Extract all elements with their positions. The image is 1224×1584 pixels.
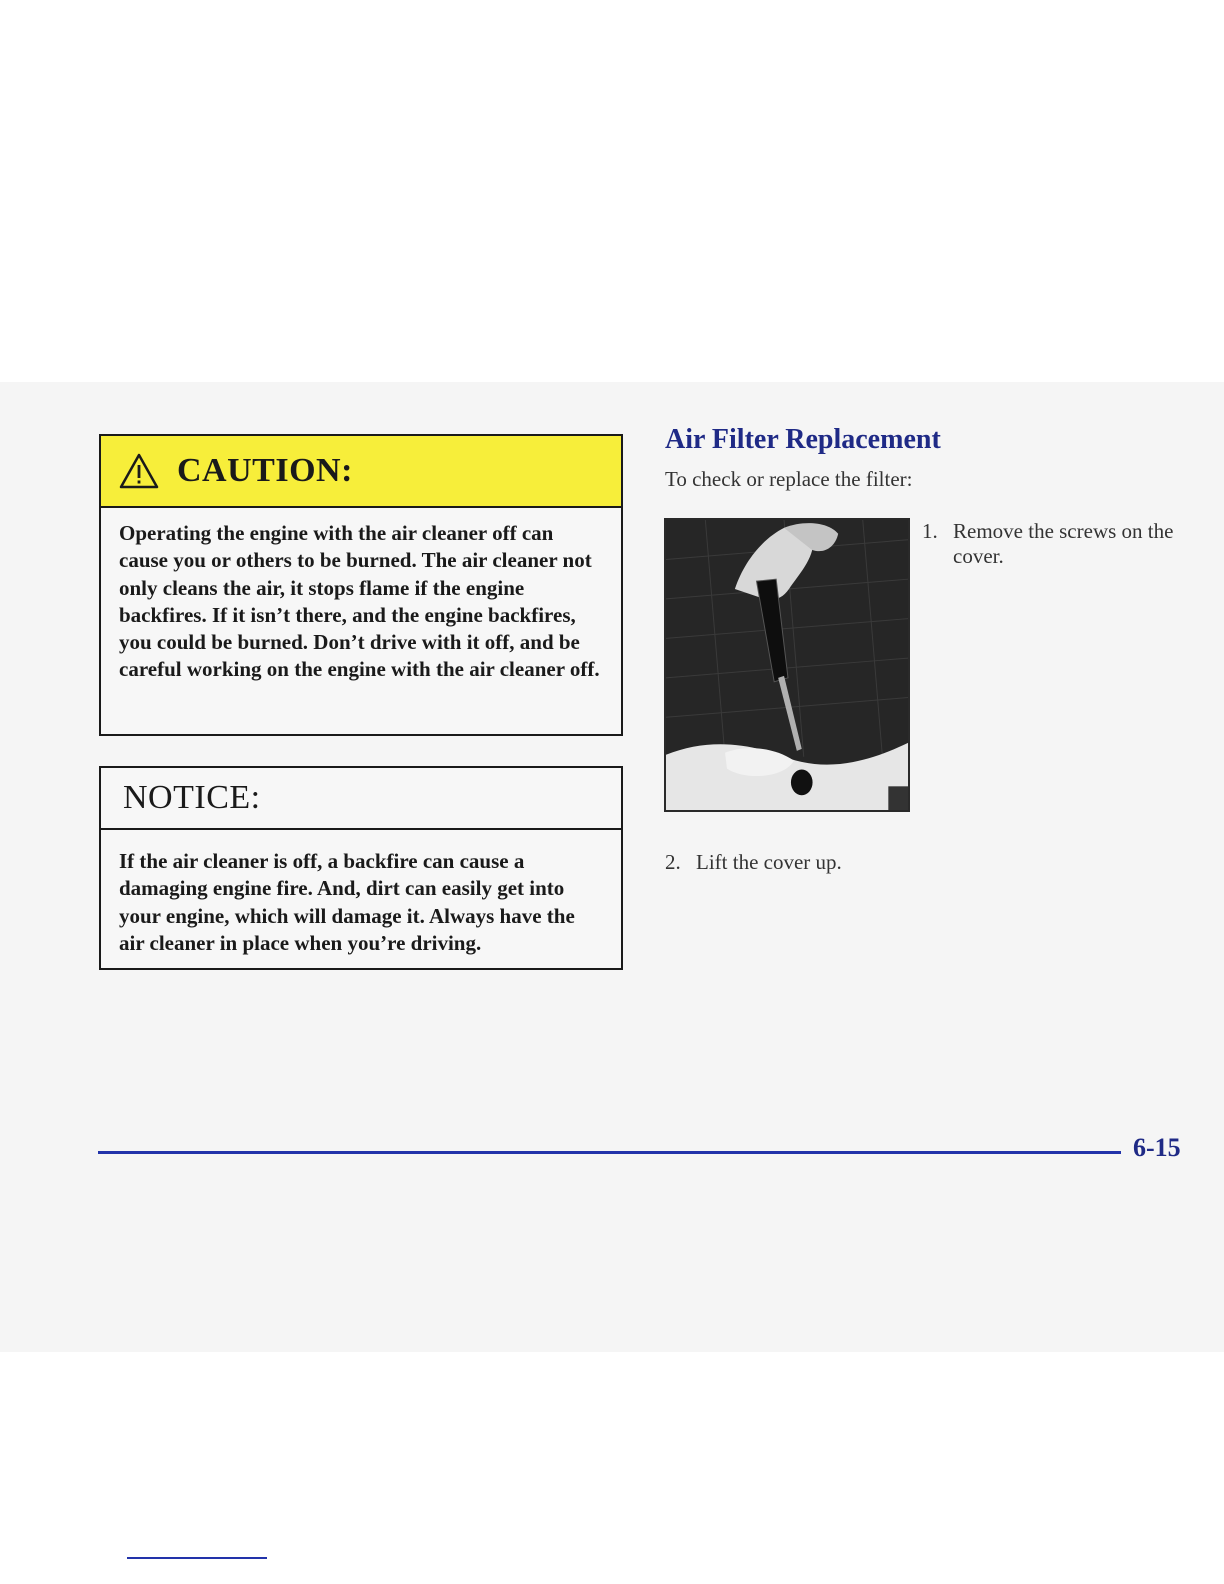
caution-box (99, 434, 623, 736)
warning-triangle-icon (119, 453, 159, 489)
step-2-number: 2. (665, 850, 681, 874)
step-1 (922, 519, 1182, 579)
step-1-text: Remove the screws on the cover. (953, 519, 1174, 568)
step-1-number: 1. (922, 519, 938, 543)
notice-box (99, 766, 623, 970)
bottom-rule (127, 1557, 267, 1559)
notice-text: If the air cleaner is off, a backfire can cause a damaging engine fire. And, dirt can easily get into your engine, which will damage it. Always have the air cleaner in place when you’re driving. (119, 849, 575, 955)
intro-text: To check or replace the filter: (665, 467, 913, 491)
notice-header (101, 768, 621, 830)
notice-title: NOTICE: (123, 779, 261, 816)
screwdriver-on-cover-illustration (666, 520, 908, 810)
page-number: 6-15 (1133, 1133, 1181, 1162)
caution-header (101, 436, 621, 508)
step-2-text: Lift the cover up. (696, 850, 842, 874)
footer-rule (98, 1151, 1121, 1154)
section-heading: Air Filter Replacement (665, 424, 941, 455)
caution-title: CAUTION: (177, 452, 353, 489)
caution-text: Operating the engine with the air cleaner off can cause you or others to be burned. The air cleaner not only cleans the air, it stops flame if the engine backfires. If it isn’t there, and the engine backfires, you could be burned. Don’t drive with it off, and be careful working on the engine with the air cleaner off. (119, 521, 600, 682)
step-2 (665, 850, 965, 880)
air-cleaner-photo (664, 518, 910, 812)
